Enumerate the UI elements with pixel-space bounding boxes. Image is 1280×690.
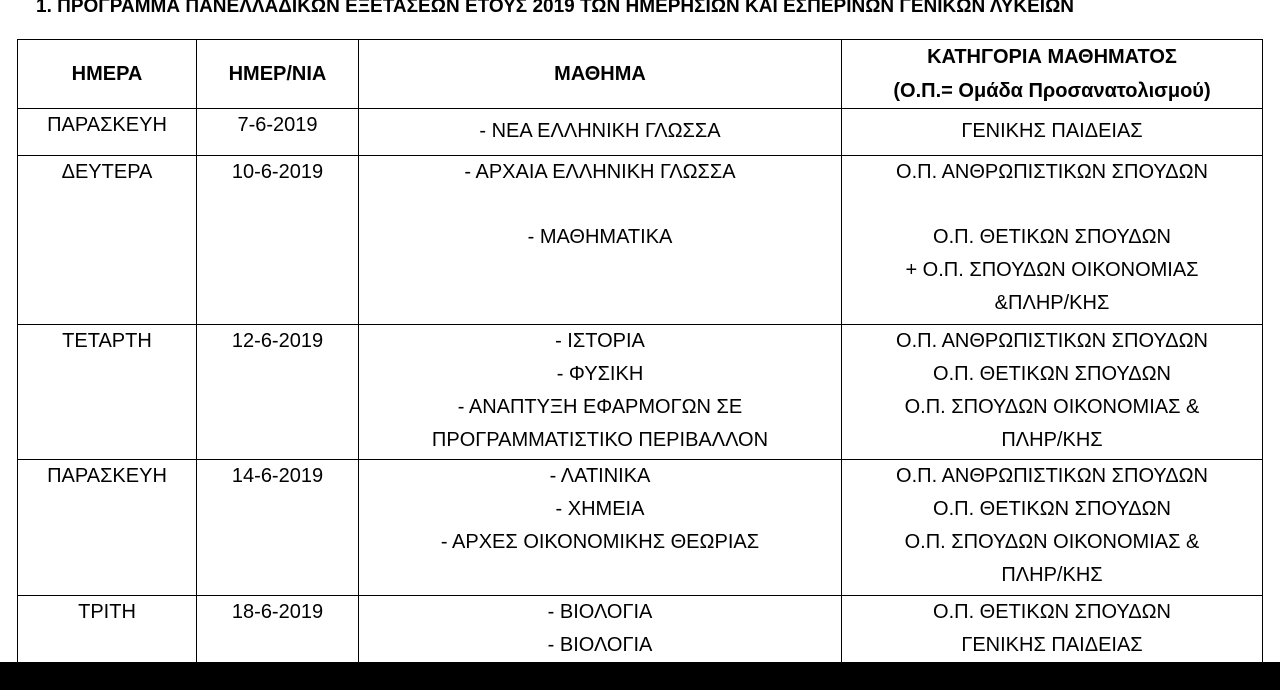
subject-cell bbox=[359, 325, 842, 460]
subject-line: - ΒΙΟΛΟΓΙΑ bbox=[547, 601, 653, 623]
subject-cell bbox=[359, 156, 842, 325]
table-row bbox=[18, 596, 1263, 665]
category-line: Ο.Π. ΑΝΘΡΩΠΙΣΤΙΚΩΝ ΣΠΟΥΔΩΝ bbox=[896, 465, 1208, 487]
subject-line: - ΧΗΜΕΙΑ bbox=[555, 498, 645, 520]
day-cell: ΤΡΙΤΗ bbox=[18, 596, 197, 665]
subject-cell bbox=[359, 460, 842, 596]
exam-schedule-table bbox=[17, 39, 1263, 665]
subject-line: - ΑΝΑΠΤΥΞΗ ΕΦΑΡΜΟΓΩΝ ΣΕ bbox=[457, 396, 743, 418]
table-row bbox=[18, 325, 1263, 460]
header-subject: ΜΑΘΗΜΑ bbox=[359, 40, 842, 109]
subject-line: - ΑΡΧΕΣ ΟΙΚΟΝΟΜΙΚΗΣ ΘΕΩΡΙΑΣ bbox=[440, 531, 760, 553]
subject-line: - ΝΕΑ ΕΛΛΗΝΙΚΗ ΓΛΩΣΣΑ bbox=[479, 120, 721, 142]
category-line: ΠΛΗΡ/ΚΗΣ bbox=[1001, 429, 1103, 451]
category-line: Ο.Π. ΣΠΟΥΔΩΝ ΟΙΚΟΝΟΜΙΑΣ & bbox=[904, 396, 1200, 418]
category-line: Ο.Π. ΘΕΤΙΚΩΝ ΣΠΟΥΔΩΝ bbox=[933, 601, 1171, 623]
day-cell: ΠΑΡΑΣΚΕΥΗ bbox=[18, 109, 197, 156]
category-line: ΓΕΝΙΚΗΣ ΠΑΙΔΕΙΑΣ bbox=[961, 634, 1143, 656]
category-line: Ο.Π. ΘΕΤΙΚΩΝ ΣΠΟΥΔΩΝ bbox=[933, 226, 1171, 248]
category-line: Ο.Π. ΑΝΘΡΩΠΙΣΤΙΚΩΝ ΣΠΟΥΔΩΝ bbox=[896, 161, 1208, 183]
subject-line: - ΦΥΣΙΚΗ bbox=[556, 363, 644, 385]
category-cell bbox=[842, 325, 1263, 460]
category-cell bbox=[842, 109, 1263, 156]
category-cell bbox=[842, 156, 1263, 325]
header-date: ΗΜΕΡ/ΝΙΑ bbox=[197, 40, 359, 109]
day-cell: ΤΕΤΑΡΤΗ bbox=[18, 325, 197, 460]
document-title: 1. ΠΡΟΓΡΑΜΜΑ ΠΑΝΕΛΛΑΔΙΚΩΝ ΕΞΕΤΑΣΕΩΝ ΕΤΟΥΣ 2019 ΤΩΝ ΗΜΕΡΗΣΙΩΝ ΚΑΙ ΕΣΠΕΡΙΝΩΝ ΓΕΝΙΚΩΝ ΛΥΚΕΙΩΝ bbox=[36, 0, 1075, 17]
date-cell: 14-6-2019 bbox=[197, 460, 359, 596]
header-day: ΗΜΕΡΑ bbox=[18, 40, 197, 109]
category-line: Ο.Π. ΘΕΤΙΚΩΝ ΣΠΟΥΔΩΝ bbox=[933, 498, 1171, 520]
category-cell bbox=[842, 460, 1263, 596]
category-line: + Ο.Π. ΣΠΟΥΔΩΝ ΟΙΚΟΝΟΜΙΑΣ bbox=[905, 259, 1199, 281]
subject-cell bbox=[359, 109, 842, 156]
subject-line: - ΒΙΟΛΟΓΙΑ bbox=[547, 634, 653, 656]
date-cell: 12-6-2019 bbox=[197, 325, 359, 460]
category-line: Ο.Π. ΑΝΘΡΩΠΙΣΤΙΚΩΝ ΣΠΟΥΔΩΝ bbox=[896, 330, 1208, 352]
subject-line: - ΙΣΤΟΡΙΑ bbox=[555, 330, 645, 352]
category-cell bbox=[842, 596, 1263, 665]
category-line: Ο.Π. ΘΕΤΙΚΩΝ ΣΠΟΥΔΩΝ bbox=[933, 363, 1171, 385]
line-gap bbox=[842, 189, 1262, 221]
bottom-black-bar bbox=[0, 662, 1280, 690]
category-line: ΠΛΗΡ/ΚΗΣ bbox=[1001, 564, 1103, 586]
category-line: &ΠΛΗΡ/ΚΗΣ bbox=[994, 292, 1110, 314]
table-row bbox=[18, 156, 1263, 325]
table-row bbox=[18, 460, 1263, 596]
subject-cell bbox=[359, 596, 842, 665]
date-cell: 10-6-2019 bbox=[197, 156, 359, 325]
date-cell: 18-6-2019 bbox=[197, 596, 359, 665]
header-category-line1: ΚΑΤΗΓΟΡΙΑ ΜΑΘΗΜΑΤΟΣ bbox=[927, 46, 1177, 68]
table-header-row bbox=[18, 40, 1263, 109]
subject-line: ΠΡΟΓΡΑΜΜΑΤΙΣΤΙΚΟ ΠΕΡΙΒΑΛΛΟΝ bbox=[431, 429, 769, 451]
subject-line: - ΑΡΧΑΙΑ ΕΛΛΗΝΙΚΗ ΓΛΩΣΣΑ bbox=[464, 161, 736, 183]
category-line: Ο.Π. ΣΠΟΥΔΩΝ ΟΙΚΟΝΟΜΙΑΣ & bbox=[904, 531, 1200, 553]
subject-line: - ΜΑΘΗΜΑΤΙΚΑ bbox=[527, 226, 673, 248]
category-line: ΓΕΝΙΚΗΣ ΠΑΙΔΕΙΑΣ bbox=[961, 120, 1143, 142]
subject-line: - ΛΑΤΙΝΙΚΑ bbox=[549, 465, 651, 487]
table-row bbox=[18, 109, 1263, 156]
line-gap bbox=[359, 189, 841, 221]
header-category bbox=[842, 40, 1263, 109]
day-cell: ΠΑΡΑΣΚΕΥΗ bbox=[18, 460, 197, 596]
date-cell: 7-6-2019 bbox=[197, 109, 359, 156]
header-category-line2: (Ο.Π.= Ομάδα Προσανατολισμού) bbox=[893, 80, 1211, 102]
day-cell: ΔΕΥΤΕΡΑ bbox=[18, 156, 197, 325]
